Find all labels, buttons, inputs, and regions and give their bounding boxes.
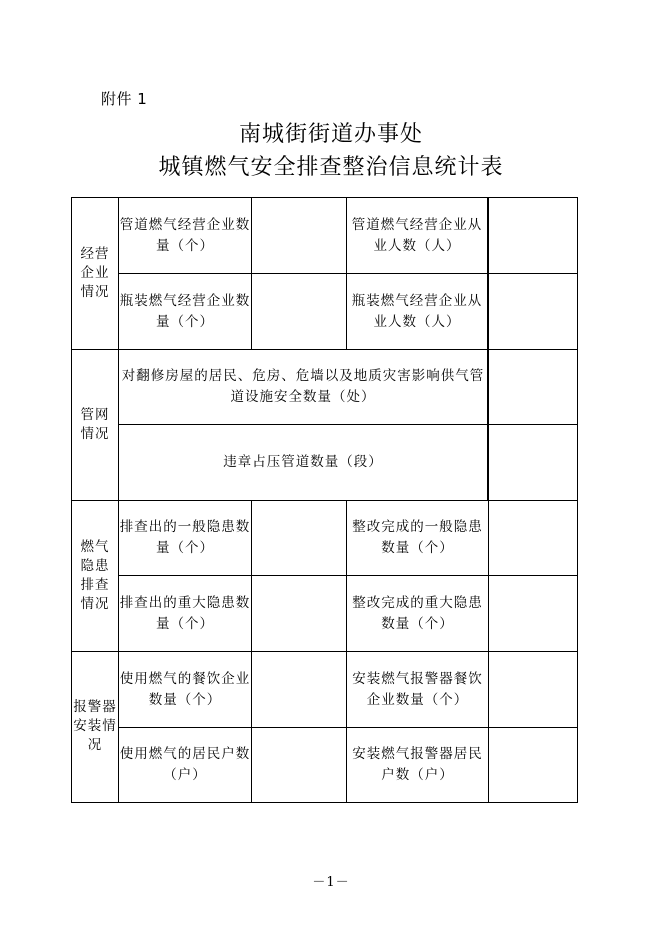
- value-pipeline-safety-impact[interactable]: [489, 350, 577, 424]
- value-bottled-gas-employees[interactable]: [489, 274, 577, 349]
- value-general-hazards-found[interactable]: [252, 501, 346, 575]
- label-illegal-occupied-pipelines: 违章占压管道数量（段）: [223, 454, 383, 470]
- value-households-with-alarm[interactable]: [489, 728, 577, 802]
- label-restaurants-using-gas: 使用燃气的餐饮企业数量（个）: [119, 670, 251, 708]
- value-pipeline-gas-enterprises[interactable]: [252, 198, 346, 273]
- document-title-line2: 城镇燃气安全排查整治信息统计表: [158, 155, 504, 180]
- section-label-operating: 经营企业情况: [80, 245, 110, 300]
- section-label-alarm: 报警器安装情况: [73, 699, 117, 753]
- value-general-hazards-fixed[interactable]: [489, 501, 577, 575]
- label-pipeline-safety-impact: 对翻修房屋的居民、危房、危墙以及地质灾害影响供气管道设施安全数量（处）: [121, 368, 485, 405]
- label-major-hazards-fixed: 整改完成的重大隐患数量（个）: [352, 594, 483, 632]
- value-bottled-gas-enterprises[interactable]: [252, 274, 346, 349]
- attachment-label: 附件 1: [101, 90, 148, 108]
- value-illegal-occupied-pipelines[interactable]: [489, 425, 577, 500]
- label-restaurants-with-alarm: 安装燃气报警器餐饮企业数量（个）: [352, 670, 483, 708]
- value-restaurants-with-alarm[interactable]: [489, 652, 577, 727]
- value-restaurants-using-gas[interactable]: [252, 652, 346, 727]
- value-households-using-gas[interactable]: [252, 728, 346, 802]
- value-pipeline-gas-employees[interactable]: [489, 198, 577, 273]
- label-general-hazards-found: 排查出的一般隐患数量（个）: [119, 519, 251, 556]
- section-label-hazard: 燃气隐患排查情况: [80, 538, 110, 612]
- label-households-with-alarm: 安装燃气报警器居民户数（户）: [352, 746, 483, 783]
- label-bottled-gas-enterprises: 瓶装燃气经营企业数量（个）: [119, 292, 251, 330]
- label-pipeline-gas-enterprises: 管道燃气经营企业数量（个）: [119, 216, 251, 254]
- label-major-hazards-found: 排查出的重大隐患数量（个）: [119, 594, 251, 632]
- page-number: －1－: [312, 875, 350, 890]
- label-general-hazards-fixed: 整改完成的一般隐患数量（个）: [352, 519, 483, 556]
- value-major-hazards-found[interactable]: [252, 576, 346, 651]
- document-title-line1: 南城街街道办事处: [238, 122, 423, 147]
- label-bottled-gas-employees: 瓶装燃气经营企业从业人数（人）: [351, 292, 483, 330]
- label-households-using-gas: 使用燃气的居民户数（户）: [119, 746, 251, 783]
- value-major-hazards-fixed[interactable]: [489, 576, 577, 651]
- label-pipeline-gas-employees: 管道燃气经营企业从业人数（人）: [351, 216, 483, 254]
- section-label-pipeline: 管网情况: [80, 406, 110, 442]
